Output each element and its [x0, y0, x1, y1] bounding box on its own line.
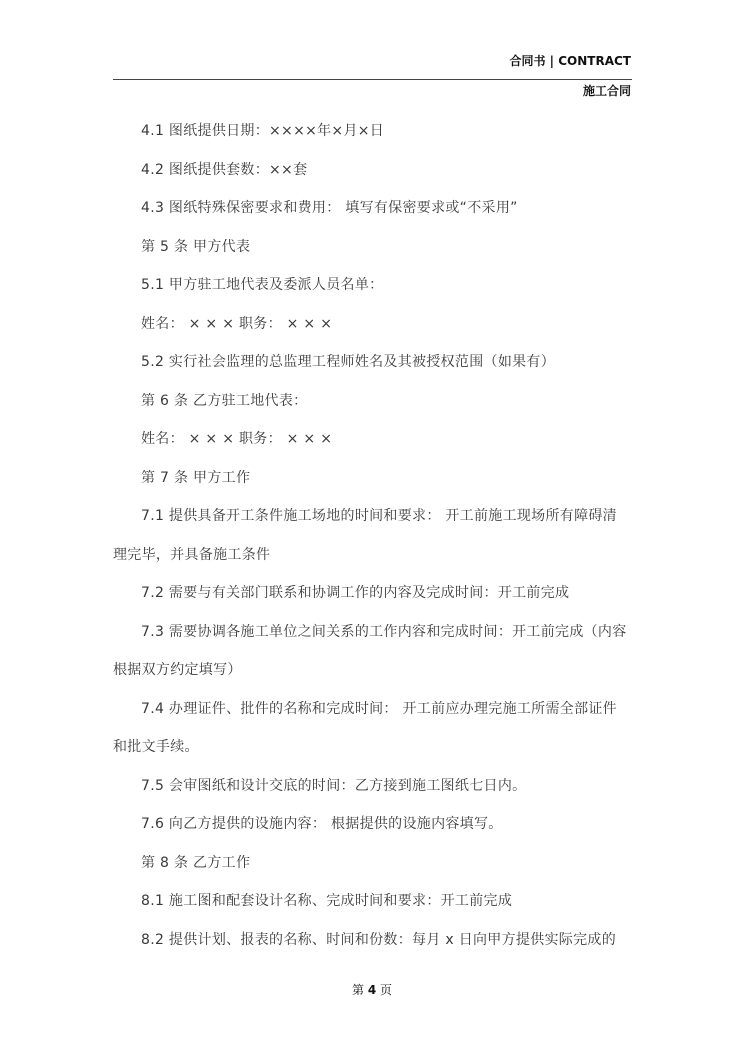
header-divider	[113, 79, 632, 80]
clause-8-2: 8.2 提供计划、报表的名称、时间和份数：每月 x 日向甲方提供实际完成的	[141, 931, 616, 948]
header-subtitle: 施工合同	[582, 84, 631, 98]
clause-4-1: 4.1 图纸提供日期：××××年×月×日	[141, 123, 385, 139]
clause-8-1: 8.1 施工图和配套设计名称、完成时间和要求：开工前完成	[141, 893, 513, 909]
name-title-line-1: 姓名： × × × 职务： × × ×	[141, 315, 333, 332]
article-6-heading: 第 6 条 乙方驻工地代表：	[141, 392, 308, 409]
clause-7-6: 7.6 向乙方提供的设施内容： 根据提供的设施内容填写。	[141, 816, 503, 832]
article-7-heading: 第 7 条 甲方工作	[141, 469, 251, 486]
document-body	[113, 112, 631, 959]
footer-suffix: 页	[380, 983, 393, 997]
clause-7-5: 7.5 会审图纸和设计交底的时间：乙方接到施工图纸七日内。	[141, 777, 527, 794]
clause-5-1: 5.1 甲方驻工地代表及委派人员名单：	[141, 277, 384, 293]
clause-4-2: 4.2 图纸提供套数：××套	[141, 161, 308, 178]
page-number: 4	[367, 983, 377, 997]
article-5-heading: 第 5 条 甲方代表	[141, 238, 251, 255]
name-title-line-2: 姓名： × × × 职务： × × ×	[141, 431, 333, 447]
header-title: 合同书 | CONTRACT	[509, 54, 631, 68]
footer-prefix: 第	[351, 983, 364, 997]
clause-7-1: 7.1 提供具备开工条件施工场地的时间和要求： 开工前施工现场所有障碍清理完毕，并具备施工条件	[113, 508, 617, 563]
article-8-heading: 第 8 条 乙方工作	[141, 854, 251, 871]
clause-4-3: 4.3 图纸特殊保密要求和费用： 填写有保密要求或“不采用”	[141, 200, 518, 216]
clause-7-2: 7.2 需要与有关部门联系和协调工作的内容及完成时间：开工前完成	[141, 585, 570, 601]
page-footer	[0, 981, 744, 998]
clause-5-2: 5.2 实行社会监理的总监理工程师姓名及其被授权范围（如果有）	[141, 354, 556, 370]
clause-7-4: 7.4 办理证件、批件的名称和完成时间： 开工前应办理完施工所需全部证件和批文手续。	[113, 700, 617, 755]
clause-7-3: 7.3 需要协调各施工单位之间关系的工作内容和完成时间：开工前完成（内容根据双方约定填写）	[113, 623, 627, 678]
